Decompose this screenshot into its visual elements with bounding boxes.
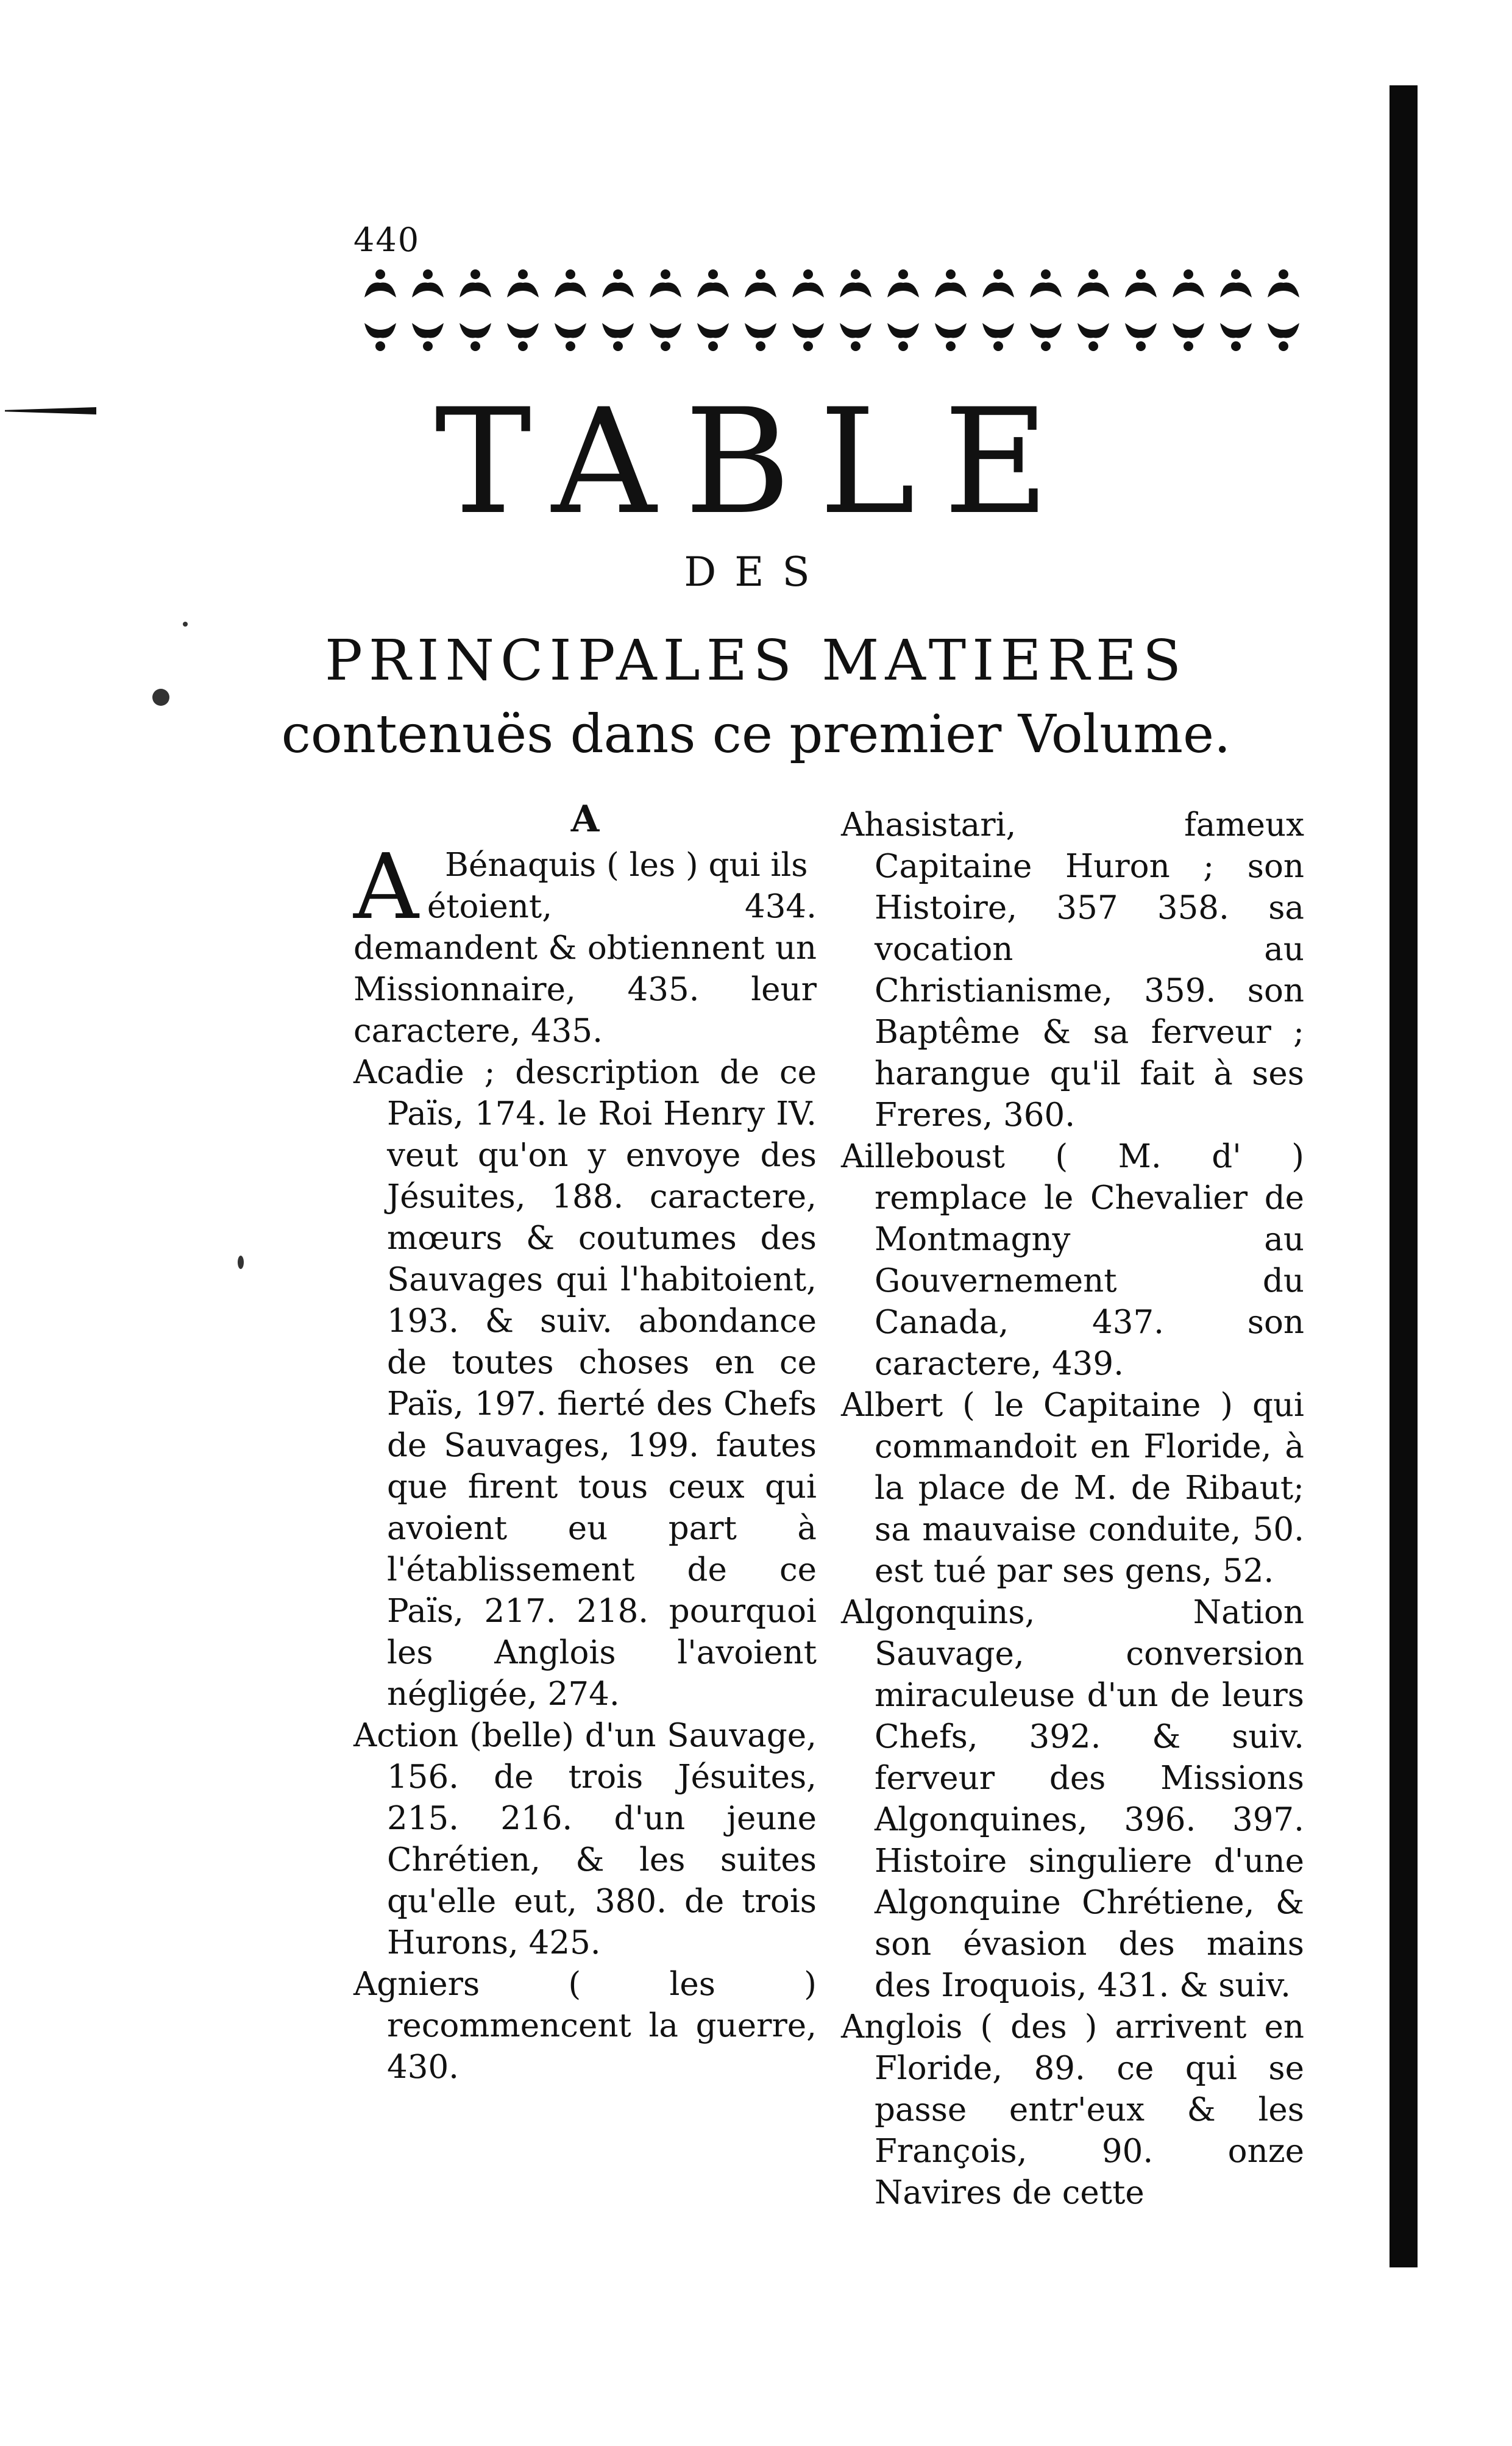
index-column-left xyxy=(353,798,817,2088)
fleuron-bud xyxy=(1136,341,1146,351)
fleuron-bud xyxy=(1231,341,1241,351)
scan-speckle xyxy=(238,1256,244,1269)
fleuron xyxy=(1125,283,1157,298)
fleuron xyxy=(412,283,444,298)
fleuron xyxy=(1173,323,1204,338)
fleuron-bud xyxy=(375,269,385,279)
fleuron-bud xyxy=(993,341,1003,351)
fleuron xyxy=(792,323,824,338)
index-entry xyxy=(353,834,817,1052)
fleuron xyxy=(887,283,919,298)
fleuron xyxy=(935,283,967,298)
index-entry: Ahasistari, fameux Capitaine Huron ; son Histoire, 357 358. sa vocation au Christianisme, 359. son Baptême & sa ferveur ; harangue qu'il fait à ses Freres, 360. xyxy=(841,806,1304,1134)
fleuron xyxy=(792,283,824,298)
fleuron-bud xyxy=(518,269,528,279)
fleuron xyxy=(602,283,634,298)
fleuron xyxy=(1220,323,1252,338)
fleuron xyxy=(982,283,1014,298)
fleuron xyxy=(555,323,586,338)
fleuron xyxy=(412,323,444,338)
fleuron-bud xyxy=(851,269,861,279)
fleuron-bud xyxy=(566,341,575,351)
scan-speckle xyxy=(183,622,188,627)
fleuron xyxy=(1030,323,1062,338)
index-entry: Action (belle) d'un Sauvage, 156. de trois Jésuites, 215. 216. d'un jeune Chrétien, & les suites qu'elle eut, 380. de trois Hurons, 425. xyxy=(353,1717,817,1961)
fleuron xyxy=(650,323,681,338)
table-title: TABLE xyxy=(435,378,1077,547)
title-des: DES xyxy=(684,549,828,596)
index-entry: Agniers ( les ) recommencent la guerre, 430. xyxy=(353,1966,817,2086)
fleuron xyxy=(364,323,396,338)
fleuron-bud xyxy=(1041,341,1051,351)
fleuron-bud xyxy=(470,269,480,279)
index-entry: Anglois ( des ) arrivent en Floride, 89. ce qui se passe entr'eux & les François, 90. onze Navires de cette xyxy=(841,2008,1304,2211)
fleuron-bud xyxy=(518,341,528,351)
fleuron-bud xyxy=(566,269,575,279)
fleuron-bud xyxy=(1231,269,1241,279)
index-entry: Acadie ; description de ce Païs, 174. le Roi Henry IV. veut qu'on y envoye des Jésuites, 188. caractere, mœurs & coutumes des Sauvages qui l'habitoient, 193. & suiv. abondance de toutes choses en ce Païs, 197. fierté des Chefs de Sauvages, 199. fautes que firent tous ceux qui avoient eu part à l'établissement de ce Païs, 217. 218. pourquoi les Anglois l'avoient négligée, 274. xyxy=(353,1054,817,1713)
ornamental-border xyxy=(357,262,1307,360)
index-entry: Algonquins, Nation Sauvage, conversion miraculeuse d'un de leurs Chefs, 392. & suiv. ferveur des Missions Algonquines, 396. 397. Histoire singuliere d'une Algonquine Chrétiene, & son évasion des mains des Iroquois, 431. & suiv. xyxy=(841,1594,1304,2004)
fleuron xyxy=(1030,283,1062,298)
fleuron-bud xyxy=(1184,269,1193,279)
fleuron-bud xyxy=(661,269,670,279)
fleuron xyxy=(1077,283,1109,298)
drop-cap: A xyxy=(353,834,419,939)
fleuron-bud xyxy=(1279,341,1288,351)
fleuron xyxy=(935,323,967,338)
fleuron xyxy=(507,283,539,298)
fleuron-bud xyxy=(613,341,623,351)
fleuron-bud xyxy=(946,341,956,351)
fleuron xyxy=(1268,323,1299,338)
fleuron-bud xyxy=(1088,341,1098,351)
fleuron-bud xyxy=(375,341,385,351)
fleuron xyxy=(745,283,776,298)
fleuron-bud xyxy=(851,341,861,351)
fleuron xyxy=(460,323,491,338)
fleuron xyxy=(1173,283,1204,298)
index-entry: Albert ( le Capitaine ) qui commandoit en Floride, à la place de M. de Ribaut; sa mauvaise conduite, 50. est tué par ses gens, 52. xyxy=(841,1387,1304,1590)
fleuron-bud xyxy=(708,269,718,279)
page-number: 440 xyxy=(353,221,421,259)
fleuron-bud xyxy=(470,341,480,351)
index-entry: Ailleboust ( M. d' ) remplace le Chevalier de Montmagny au Gouvernement du Canada, 437. son caractere, 439. xyxy=(841,1138,1304,1382)
fleuron xyxy=(460,283,491,298)
fleuron-bud xyxy=(1136,269,1146,279)
fleuron xyxy=(1220,283,1252,298)
fleuron xyxy=(1125,323,1157,338)
fleuron-bud xyxy=(708,341,718,351)
fleuron xyxy=(364,283,396,298)
fleuron xyxy=(555,283,586,298)
fleuron-bud xyxy=(1041,269,1051,279)
fleuron xyxy=(602,323,634,338)
fleuron xyxy=(840,283,871,298)
fleuron-bud xyxy=(1088,269,1098,279)
fleuron-bud xyxy=(756,269,765,279)
fleuron-bud xyxy=(613,269,623,279)
fleuron-bud xyxy=(993,269,1003,279)
fleuron-bud xyxy=(661,341,670,351)
fleuron xyxy=(697,283,729,298)
fleuron-bud xyxy=(756,341,765,351)
title-subtitle: PRINCIPALES MATIERES xyxy=(324,628,1188,693)
entry-continuation: étoient, 434. demandent & obtiennent un Missionnaire, 435. leur caractere, 435. xyxy=(353,888,817,1050)
fleuron-bud xyxy=(946,269,956,279)
fleuron xyxy=(887,323,919,338)
fleuron xyxy=(1268,283,1299,298)
fleuron xyxy=(650,283,681,298)
fleuron-bud xyxy=(423,269,433,279)
fleuron-bud xyxy=(423,341,433,351)
fleuron-bud xyxy=(898,269,908,279)
fleuron xyxy=(982,323,1014,338)
fleuron xyxy=(840,323,871,338)
fleuron xyxy=(697,323,729,338)
title-subtitle-line2: contenuës dans ce premier Volume. xyxy=(281,704,1231,765)
fleuron xyxy=(507,323,539,338)
fleuron xyxy=(745,323,776,338)
fleuron-bud xyxy=(1279,269,1288,279)
entry-first-line: Bénaquis ( les ) qui ils xyxy=(445,847,808,884)
fleuron-bud xyxy=(898,341,908,351)
section-letter: A xyxy=(570,798,600,841)
index-column-right xyxy=(841,805,1304,2214)
fleuron xyxy=(1077,323,1109,338)
fleuron-bud xyxy=(803,341,813,351)
fleuron-bud xyxy=(1184,341,1193,351)
fleuron-bud xyxy=(803,269,813,279)
